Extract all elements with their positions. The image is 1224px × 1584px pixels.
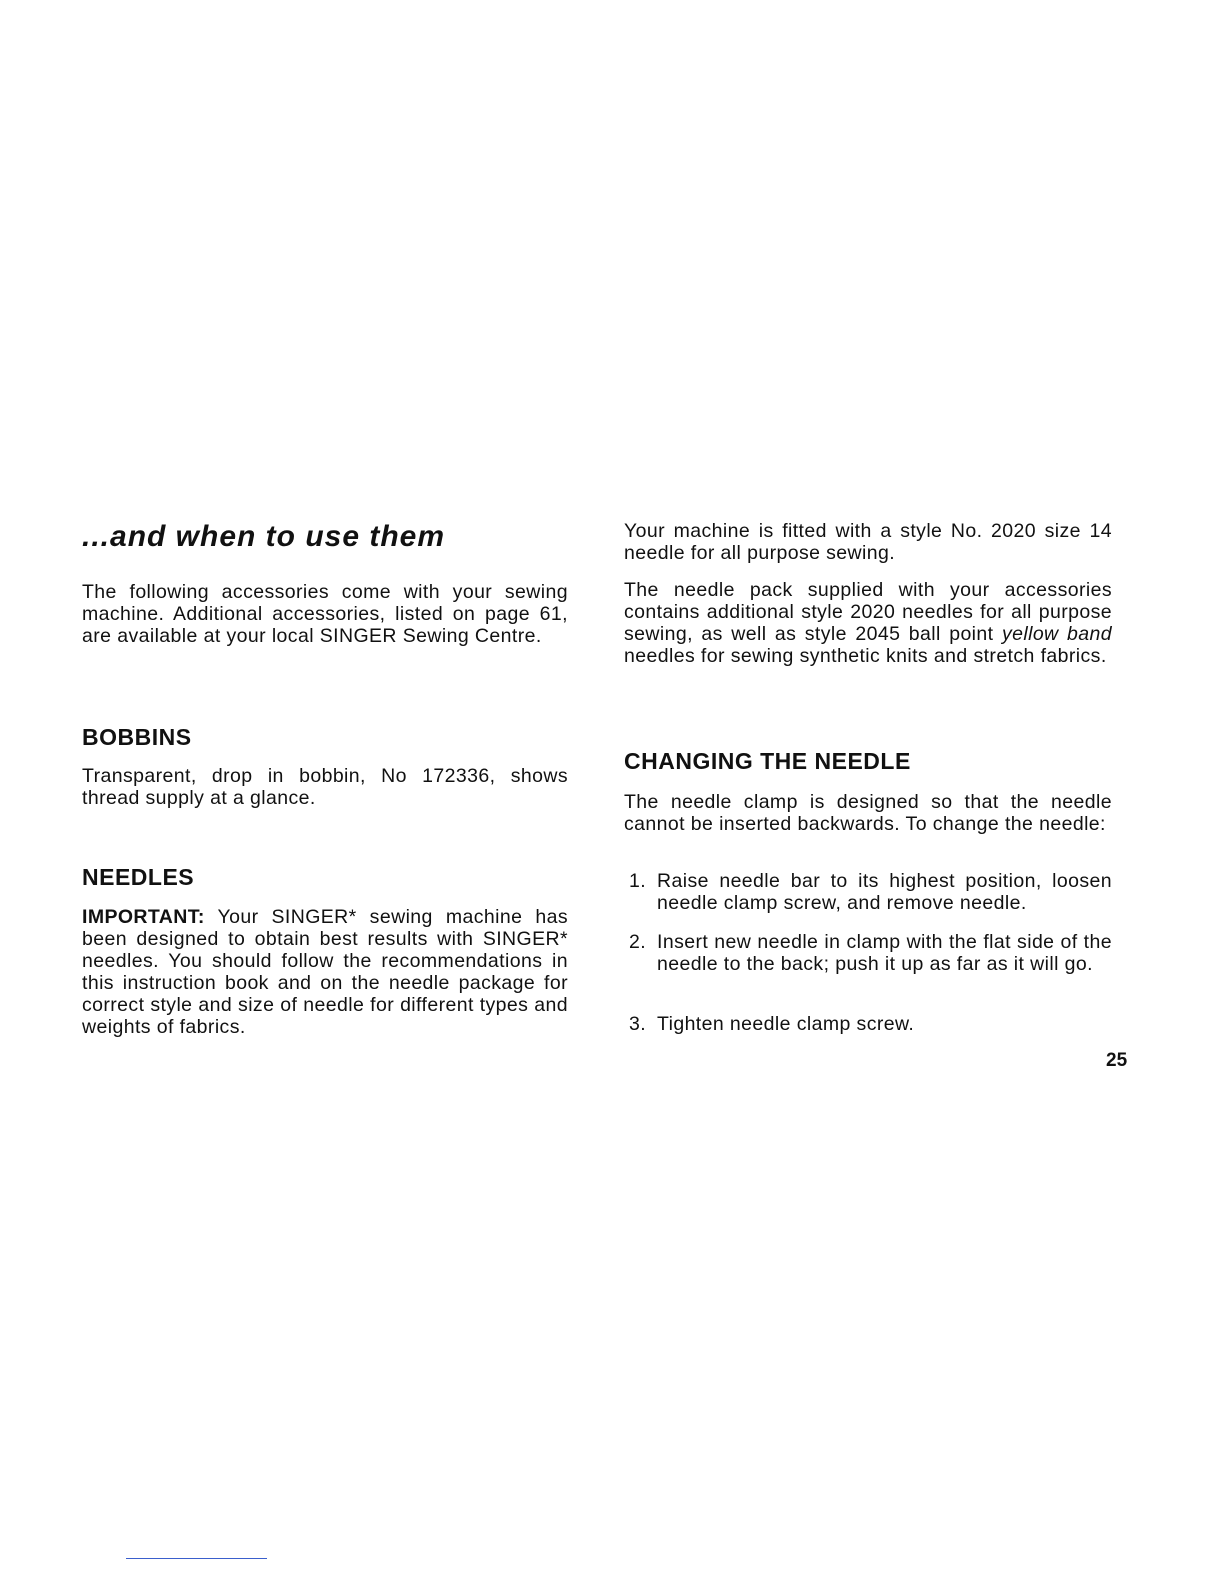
step-text: Raise needle bar to its highest position, loosen needle clamp screw, and remove needle. (657, 870, 1112, 914)
needle-pack-text-start: The needle pack supplied with your accessories contains additional style 2020 needles for all purpose sewing, as well as style 2045 ball point (624, 579, 1112, 645)
step-number: 3. (629, 1013, 647, 1035)
list-item (624, 1013, 1112, 1035)
steps-list (624, 931, 1112, 975)
bobbins-paragraph: Transparent, drop in bobbin, No 172336, shows thread supply at a glance. (82, 765, 568, 809)
step-text: Tighten needle clamp screw. (657, 1013, 915, 1035)
yellow-band-emphasis: yellow band (1001, 623, 1112, 645)
page-title: ...and when to use them (82, 520, 446, 553)
fitted-paragraph: Your machine is fitted with a style No. 2020 size 14 needle for all purpose sewing. (624, 520, 1112, 564)
needles-paragraph (82, 906, 568, 1038)
needles-heading: NEEDLES (82, 864, 195, 890)
step-text: Insert new needle in clamp with the flat side of the needle to the back; push it up as far as it will go. (657, 931, 1112, 975)
needle-pack-paragraph (624, 579, 1112, 667)
changing-needle-heading: CHANGING THE NEEDLE (624, 748, 911, 774)
bobbins-heading: BOBBINS (82, 724, 192, 750)
changing-intro-paragraph: The needle clamp is designed so that the needle cannot be inserted backwards. To change the needle: (624, 791, 1112, 835)
page-number: 25 (1106, 1050, 1128, 1071)
step-number: 2. (629, 931, 647, 953)
important-text: Your SINGER* sewing machine has been designed to obtain best results with SINGER* needles. You should follow the recommendations in this instruction book and on the needle package for correct style and size of needle for different types and weights of fabrics. (82, 906, 568, 1038)
important-label: IMPORTANT: (82, 906, 205, 928)
step-number: 1. (629, 870, 647, 892)
needle-pack-text-end: needles for sewing synthetic knits and stretch fabrics. (624, 645, 1107, 667)
list-item (624, 931, 1112, 975)
list-item (624, 870, 1112, 914)
steps-list (624, 870, 1112, 914)
intro-paragraph: The following accessories come with your sewing machine. Additional accessories, listed on page 61, are available at your local SINGER Sewing Centre. (82, 581, 568, 647)
footer-divider (126, 1558, 267, 1559)
steps-list (624, 1013, 1112, 1035)
